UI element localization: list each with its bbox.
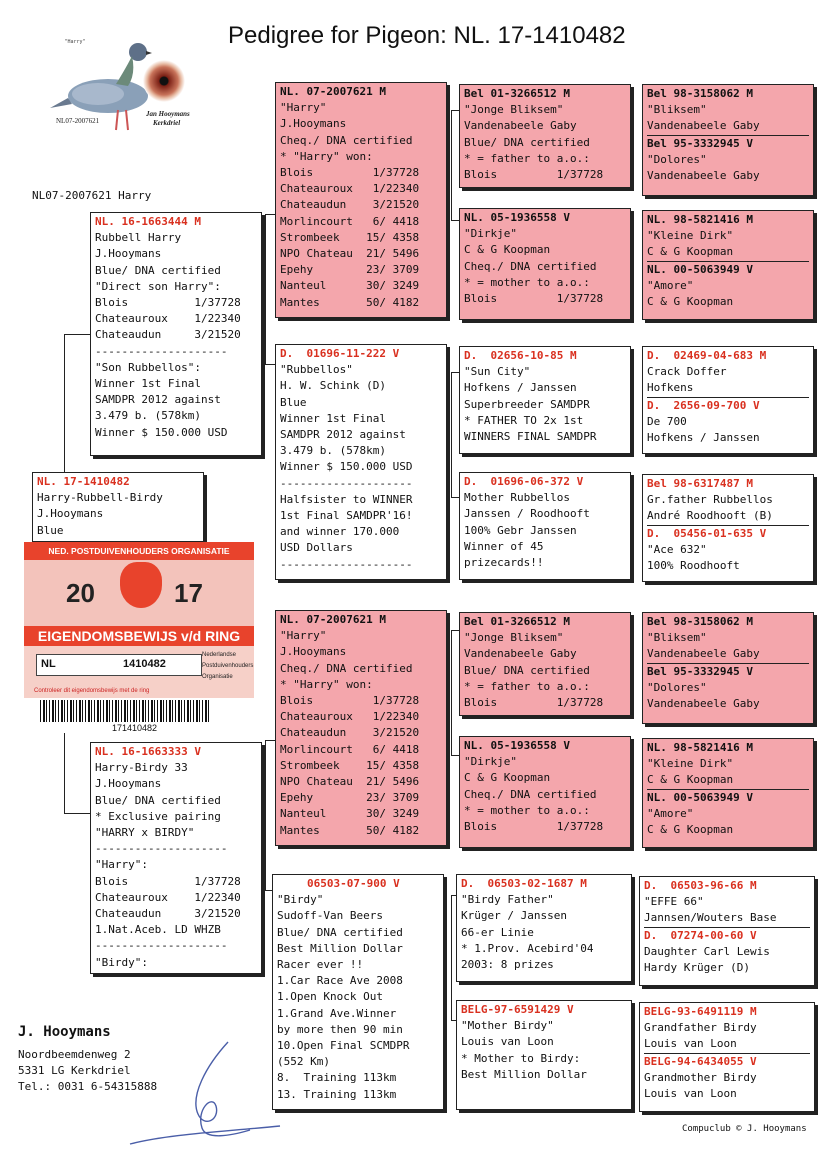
pigeon-line: "Jonge Bliksem" <box>464 103 564 117</box>
pigeon-line: Superbreeder SAMDPR <box>464 397 590 411</box>
pigeon-line: 100% Gebr Janssen <box>464 523 577 537</box>
pigeon-line: 1st Final SAMDPR'16! <box>280 509 413 523</box>
certificate-ring-field <box>36 654 202 676</box>
pigeon-line: Grandfather Birdy <box>644 1021 757 1035</box>
ggp-box[interactable] <box>456 874 632 982</box>
pigeon-line: "Son Rubbellos": <box>95 360 201 374</box>
connector-line <box>64 733 65 813</box>
pigeon-ring-number: Bel 95-3332945 V <box>647 136 753 150</box>
photo-caption-id: NL07-2007621 <box>56 117 100 125</box>
pigeon-line: Mother Rubbellos <box>464 491 570 505</box>
ggp-box[interactable] <box>459 208 631 320</box>
pigeon-line: * = father to a.o.: <box>464 151 590 165</box>
ggp-box[interactable] <box>459 612 631 716</box>
certificate-org-line: Postduivenhouders <box>202 663 254 669</box>
pigeon-line: 13. Training 113km <box>277 1087 397 1101</box>
gggp-pair-box[interactable] <box>639 876 815 986</box>
eye-photo <box>143 60 185 102</box>
pigeon-line: * 1.Prov. Acebird'04 <box>461 941 594 955</box>
pigeon-line: Grandmother Birdy <box>644 1070 757 1084</box>
dam-sire-box[interactable] <box>275 610 447 846</box>
pigeon-line: H. W. Schink (D) <box>280 379 386 393</box>
pigeon-line: André Roodhooft (B) <box>647 509 773 523</box>
pigeon-line: Hofkens <box>647 381 694 395</box>
pigeon-line: "EFFE 66" <box>644 895 704 909</box>
connector-line <box>265 214 275 215</box>
pigeon-line: Strombeek 15/ 4358 <box>280 230 420 244</box>
pigeon-line: (552 Km) <box>277 1055 330 1069</box>
photo-results-list <box>50 40 100 44</box>
ggp-box[interactable] <box>459 346 631 454</box>
certificate-org-line: Organisatie <box>202 674 233 680</box>
pigeon-line: * "Harry" won: <box>280 677 373 691</box>
pigeon-line: Blois 1/37728 <box>464 820 604 834</box>
pigeon-line: Nanteul 30/ 3249 <box>280 279 420 293</box>
pigeon-line: by more then 90 min <box>277 1022 403 1036</box>
pigeon-ring-number: NL. 07-2007621 M <box>280 613 386 626</box>
pigeon-line: "HARRY x BIRDY" <box>95 826 195 840</box>
certificate-note: Controleer dit eigendomsbewijs met de ring <box>34 688 150 694</box>
pigeon-line: Vandenabeele Gaby <box>464 119 577 133</box>
pigeon-line: Nanteul 30/ 3249 <box>280 807 420 821</box>
pigeon-ring-number: D. 07274-00-60 V <box>644 928 757 942</box>
connector-line <box>265 740 275 741</box>
pigeon-line: "Birdy" <box>277 893 324 907</box>
pigeon-line: * Mother to Birdy: <box>461 1051 581 1065</box>
pigeon-ring-number: NL. 98-5821416 M <box>647 741 753 754</box>
pigeon-line: Harry-Birdy 33 <box>95 761 188 775</box>
pigeon-line: NPO Chateau 21/ 5496 <box>280 775 420 789</box>
pigeon-ring-number: Bel 98-3158062 M <box>647 87 753 100</box>
pigeon-line: 66-er Linie <box>461 925 534 939</box>
pigeon-line: "Dirkje" <box>464 227 517 241</box>
pigeon-line: 2003: 8 prizes <box>461 958 554 972</box>
gggp-pair-box[interactable] <box>642 738 814 848</box>
pigeon-line: J.Hooymans <box>280 645 347 659</box>
pigeon-line: NPO Chateau 21/ 5496 <box>280 247 420 261</box>
pigeon-line: "Dolores" <box>647 152 707 166</box>
owner-address: Noordbeemdenweg 2 <box>18 1048 131 1061</box>
pigeon-line: * "Harry" won: <box>280 149 373 163</box>
pigeon-line: * = mother to a.o.: <box>464 275 590 289</box>
page-title: Pedigree for Pigeon: NL. 17-1410482 <box>228 22 626 49</box>
pigeon-line: Blue/ DNA certified <box>277 925 403 939</box>
connector-line <box>64 813 90 814</box>
pigeon-ring-number: Bel 01-3266512 M <box>464 87 570 100</box>
pigeon-line: Epehy 23/ 3709 <box>280 263 420 277</box>
ggp-box[interactable] <box>459 472 631 580</box>
gggp-pair-box[interactable] <box>642 346 814 454</box>
barcode <box>40 700 210 722</box>
pigeon-ring-number: D. 06503-96-66 M <box>644 879 757 892</box>
pigeon-line: Halfsister to WINNER <box>280 492 413 506</box>
pigeon-line: Cheq./ DNA certified <box>464 259 597 273</box>
pigeon-ring-number: D. 02469-04-683 M <box>647 349 767 362</box>
certificate-year-left: 20 <box>66 578 95 608</box>
connector-line <box>265 214 266 364</box>
sire-dam-box[interactable] <box>275 344 447 580</box>
pigeon-line: Harry-Rubbell-Birdy <box>37 491 163 505</box>
connector-line <box>64 334 90 335</box>
pigeon-line: Best Million Dollar <box>461 1067 587 1081</box>
pigeon-line: * Exclusive pairing <box>95 809 221 823</box>
pigeon-line: Blue/ DNA certified <box>464 135 590 149</box>
pigeon-line: "Sun City" <box>464 365 531 379</box>
pigeon-line: prizecards!! <box>464 556 544 570</box>
certificate-year-right: 17 <box>174 578 203 608</box>
pigeon-line: De 700 <box>647 414 687 428</box>
pigeon-ring-number: Bel 95-3332945 V <box>647 664 753 678</box>
pigeon-line: J.Hooymans <box>37 507 104 521</box>
pigeon-line: "Harry" <box>280 629 327 643</box>
pigeon-line: Epehy 23/ 3709 <box>280 791 420 805</box>
pigeon-line: Morlincourt 6/ 4418 <box>280 214 420 228</box>
pigeon-line: 1.Car Race Ave 2008 <box>277 974 403 988</box>
pigeon-line: "Direct son Harry": <box>95 279 221 293</box>
pigeon-line: 1.Grand Ave.Winner <box>277 1006 397 1020</box>
pigeon-line: Chateaudun 3/21520 <box>280 198 420 212</box>
ggp-box[interactable] <box>459 736 631 848</box>
sire-box[interactable] <box>90 212 262 456</box>
pigeon-line: Vandenabeele Gaby <box>647 119 760 133</box>
pigeon-line: Blois 1/37728 <box>464 168 604 182</box>
pigeon-line: * = father to a.o.: <box>464 679 590 693</box>
pigeon-line: * FATHER TO 2x 1st <box>464 413 584 427</box>
pigeon-line: Chateaudun 3/21520 <box>95 907 241 921</box>
pigeon-line: "Birdy Father" <box>461 893 554 907</box>
pigeon-line: Louis van Loon <box>644 1087 737 1101</box>
pigeon-line: Chateauroux 1/22340 <box>95 890 241 904</box>
pigeon-line: Winner $ 150.000 USD <box>280 460 413 474</box>
pigeon-ring-number: NL. 17-1410482 <box>37 475 130 488</box>
pigeon-line: J.Hooymans <box>95 777 162 791</box>
pigeon-line: Blois 1/37728 <box>464 292 604 306</box>
pigeon-line: "Mother Birdy" <box>461 1019 554 1033</box>
pigeon-ring-number: NL. 16-1663444 M <box>95 215 201 228</box>
pigeon-line: Best Million Dollar <box>277 941 403 955</box>
certificate-ring-number: 1410482 <box>123 658 166 670</box>
pigeon-line: C & G Koopman <box>647 823 734 837</box>
ggp-box[interactable] <box>456 1000 632 1110</box>
dam-dam-box[interactable] <box>272 874 444 1110</box>
pigeon-line: Chateauroux 1/22340 <box>95 312 241 326</box>
pigeon-line: Daughter Carl Lewis <box>644 944 770 958</box>
photo-name-tag: "Harry" <box>64 39 86 45</box>
pigeon-line: "Jonge Bliksem" <box>464 631 564 645</box>
pigeon-line: -------------------- <box>95 939 228 953</box>
pigeon-ring-number: NL. 00-5063949 V <box>647 262 753 276</box>
connector-line <box>265 740 266 890</box>
pigeon-line: Rubbell Harry <box>95 231 182 245</box>
gggp-pair-box[interactable] <box>642 612 814 724</box>
ggp-box[interactable] <box>459 84 631 188</box>
pigeon-line: Krüger / Janssen <box>461 909 567 923</box>
owner-phone: Tel.: 0031 6-54315888 <box>18 1080 158 1093</box>
lion-emblem-icon <box>120 562 162 608</box>
pigeon-line: Jannsen/Wouters Base <box>644 911 777 925</box>
certificate-org-lines <box>202 650 253 683</box>
gggp-pair-box[interactable] <box>642 474 814 582</box>
owner-city: 5331 LG Kerkdriel <box>18 1064 131 1077</box>
pigeon-line: Blois 1/37728 <box>95 874 241 888</box>
pigeon-line: Winner $ 150.000 USD <box>95 425 228 439</box>
pigeon-line: Blue/ DNA certified <box>464 663 590 677</box>
pigeon-ring-number: D. 01696-11-222 V <box>280 347 400 360</box>
pigeon-line: Janssen / Roodhooft <box>464 507 590 521</box>
certificate-title: EIGENDOMSBEWIJS v/d RING <box>24 626 254 646</box>
connector-line <box>265 364 275 365</box>
pigeon-ring-number: D. 2656-09-700 V <box>647 398 760 412</box>
pigeon-line: "Amore" <box>647 806 694 820</box>
pigeon-line: Sudoff-Van Beers <box>277 909 383 923</box>
pigeon-line: -------------------- <box>280 476 413 490</box>
pigeon-line: Blois 1/37728 <box>95 296 241 310</box>
pigeon-line: Blois 1/37728 <box>464 696 604 710</box>
pigeon-line: SAMDPR 2012 against <box>280 428 406 442</box>
pigeon-line: "Bliksem" <box>647 103 707 117</box>
pigeon-line: Hardy Krüger (D) <box>644 961 750 975</box>
pigeon-line: -------------------- <box>95 842 228 856</box>
pigeon-ring-number: BELG-94-6434055 V <box>644 1054 757 1068</box>
pigeon-line: Blois 1/37728 <box>280 166 420 180</box>
pigeon-line: Vandenabeele Gaby <box>647 697 760 711</box>
pigeon-line: C & G Koopman <box>464 771 551 785</box>
pigeon-ring-number: D. 02656-10-85 M <box>464 349 577 362</box>
pigeon-line: "Kleine Dirk" <box>647 229 734 243</box>
pigeon-line: Hofkens / Janssen <box>647 431 760 445</box>
subject-pigeon-box[interactable] <box>32 472 204 542</box>
connector-line <box>451 630 452 755</box>
pigeon-line: Cheq./ DNA certified <box>280 133 413 147</box>
pigeon-line: Chateaudun 3/21520 <box>95 328 241 342</box>
gggp-pair-box[interactable] <box>642 84 814 196</box>
pigeon-line: Louis van Loon <box>644 1037 737 1051</box>
pigeon-line: Gr.father Rubbellos <box>647 493 773 507</box>
pigeon-ring-number: NL. 05-1936558 V <box>464 211 570 224</box>
pigeon-line: "Birdy": <box>95 955 148 969</box>
pigeon-line: Mantes 50/ 4182 <box>280 823 420 837</box>
footer-credit: Compuclub © J. Hooymans <box>682 1124 807 1134</box>
pigeon-line: "Kleine Dirk" <box>647 757 734 771</box>
pigeon-line: "Dolores" <box>647 680 707 694</box>
dam-box[interactable] <box>90 742 262 974</box>
certificate-org-line: Nederlandse <box>202 652 237 658</box>
pigeon-ring-number: BELG-97-6591429 V <box>461 1003 574 1016</box>
barcode-number: 171410482 <box>112 723 158 733</box>
connector-line <box>451 895 452 1020</box>
pigeon-ring-number: NL. 07-2007621 M <box>280 85 386 98</box>
pigeon-ring-number: BELG-93-6491119 M <box>644 1005 757 1018</box>
certificate-org: NED. POSTDUIVENHOUDERS ORGANISATIE <box>24 542 254 560</box>
pigeon-line: C & G Koopman <box>464 243 551 257</box>
pigeon-line: Hofkens / Janssen <box>464 381 577 395</box>
top-pigeon-id: NL07-2007621 Harry <box>32 189 152 202</box>
pigeon-line: J.Hooymans <box>95 247 162 261</box>
owner-name: J. Hooymans <box>18 1024 111 1040</box>
gggp-pair-box[interactable] <box>642 210 814 320</box>
pigeon-line: "Amore" <box>647 278 694 292</box>
pigeon-line: Mantes 50/ 4182 <box>280 295 420 309</box>
connector-line <box>451 372 452 497</box>
gggp-pair-box[interactable] <box>639 1002 815 1112</box>
pigeon-line: Blois 1/37728 <box>280 694 420 708</box>
certificate-country: NL <box>41 658 56 670</box>
pigeon-line: Vandenabeele Gaby <box>464 647 577 661</box>
pigeon-line: Racer ever !! <box>277 958 364 972</box>
pigeon-line: Strombeek 15/ 4358 <box>280 758 420 772</box>
pigeon-line: Chateauroux 1/22340 <box>280 182 420 196</box>
connector-line <box>451 110 452 220</box>
pigeon-line: WINNERS FINAL SAMDPR <box>464 430 597 444</box>
pigeon-line: * = mother to a.o.: <box>464 803 590 817</box>
pigeon-line: Blue <box>37 523 64 537</box>
pigeon-ring-number: 06503-07-900 V <box>307 877 400 890</box>
pigeon-line: -------------------- <box>280 557 413 571</box>
ownership-certificate <box>24 542 254 714</box>
pigeon-line: Winner 1st Final <box>95 377 201 391</box>
pigeon-line: -------------------- <box>95 344 228 358</box>
pigeon-ring-number: NL. 98-5821416 M <box>647 213 753 226</box>
pigeon-ring-number: Bel 98-6317487 M <box>647 477 753 490</box>
pigeon-ring-number: NL. 16-1663333 V <box>95 745 201 758</box>
pigeon-line: "Bliksem" <box>647 631 707 645</box>
pigeon-line: SAMDPR 2012 against <box>95 393 221 407</box>
pigeon-line: Cheq./ DNA certified <box>280 661 413 675</box>
pigeon-line: Vandenabeele Gaby <box>647 647 760 661</box>
pigeon-line: "Harry" <box>280 101 327 115</box>
pigeon-ring-number: Bel 01-3266512 M <box>464 615 570 628</box>
pigeon-line: 8. Training 113km <box>277 1071 397 1085</box>
pigeon-line: C & G Koopman <box>647 295 734 309</box>
pigeon-line: "Rubbellos" <box>280 363 353 377</box>
pigeon-line: Blue/ DNA certified <box>95 793 221 807</box>
pigeon-line: C & G Koopman <box>647 245 734 259</box>
pigeon-line: and winner 170.000 <box>280 525 400 539</box>
pigeon-line: Blue/ DNA certified <box>95 263 221 277</box>
photo-caption-place: Kerkdriel <box>153 119 181 127</box>
pigeon-line: 1.Open Knock Out <box>277 990 383 1004</box>
pigeon-line: Chateaudun 3/21520 <box>280 726 420 740</box>
pigeon-line: 100% Roodhooft <box>647 559 740 573</box>
pigeon-line: Crack Doffer <box>647 365 727 379</box>
pigeon-line: C & G Koopman <box>647 773 734 787</box>
pigeon-line: USD Dollars <box>280 541 353 555</box>
pigeon-line: "Dirkje" <box>464 755 517 769</box>
pigeon-line: "Ace 632" <box>647 542 707 556</box>
pigeon-ring-number: NL. 00-5063949 V <box>647 790 753 804</box>
pigeon-line: 10.Open Final SCMDPR <box>277 1039 410 1053</box>
pigeon-line: Winner of 45 <box>464 539 544 553</box>
pigeon-line: Blue <box>280 395 307 409</box>
pigeon-ring-number: D. 06503-02-1687 M <box>461 877 587 890</box>
pigeon-line: Vandenabeele Gaby <box>647 169 760 183</box>
photo-caption-owner: Jan Hooymans <box>146 110 190 118</box>
pigeon-line: 3.479 b. (578km) <box>280 444 386 458</box>
pigeon-line: Cheq./ DNA certified <box>464 787 597 801</box>
pigeon-line: 3.479 b. (578km) <box>95 409 201 423</box>
connector-line <box>64 334 65 474</box>
pigeon-line: J.Hooymans <box>280 117 347 131</box>
pigeon-ring-number: NL. 05-1936558 V <box>464 739 570 752</box>
pigeon-line: 1.Nat.Aceb. LD WHZB <box>95 923 221 937</box>
signature-icon <box>110 1036 290 1146</box>
pigeon-line: Winner 1st Final <box>280 411 386 425</box>
pigeon-line: Louis van Loon <box>461 1035 554 1049</box>
pigeon-ring-number: D. 01696-06-372 V <box>464 475 584 488</box>
pigeon-ring-number: Bel 98-3158062 M <box>647 615 753 628</box>
pigeon-ring-number: D. 05456-01-635 V <box>647 526 767 540</box>
pigeon-line: Chateauroux 1/22340 <box>280 710 420 724</box>
pigeon-line: Morlincourt 6/ 4418 <box>280 742 420 756</box>
sire-sire-box[interactable] <box>275 82 447 318</box>
pigeon-line: "Harry": <box>95 858 148 872</box>
